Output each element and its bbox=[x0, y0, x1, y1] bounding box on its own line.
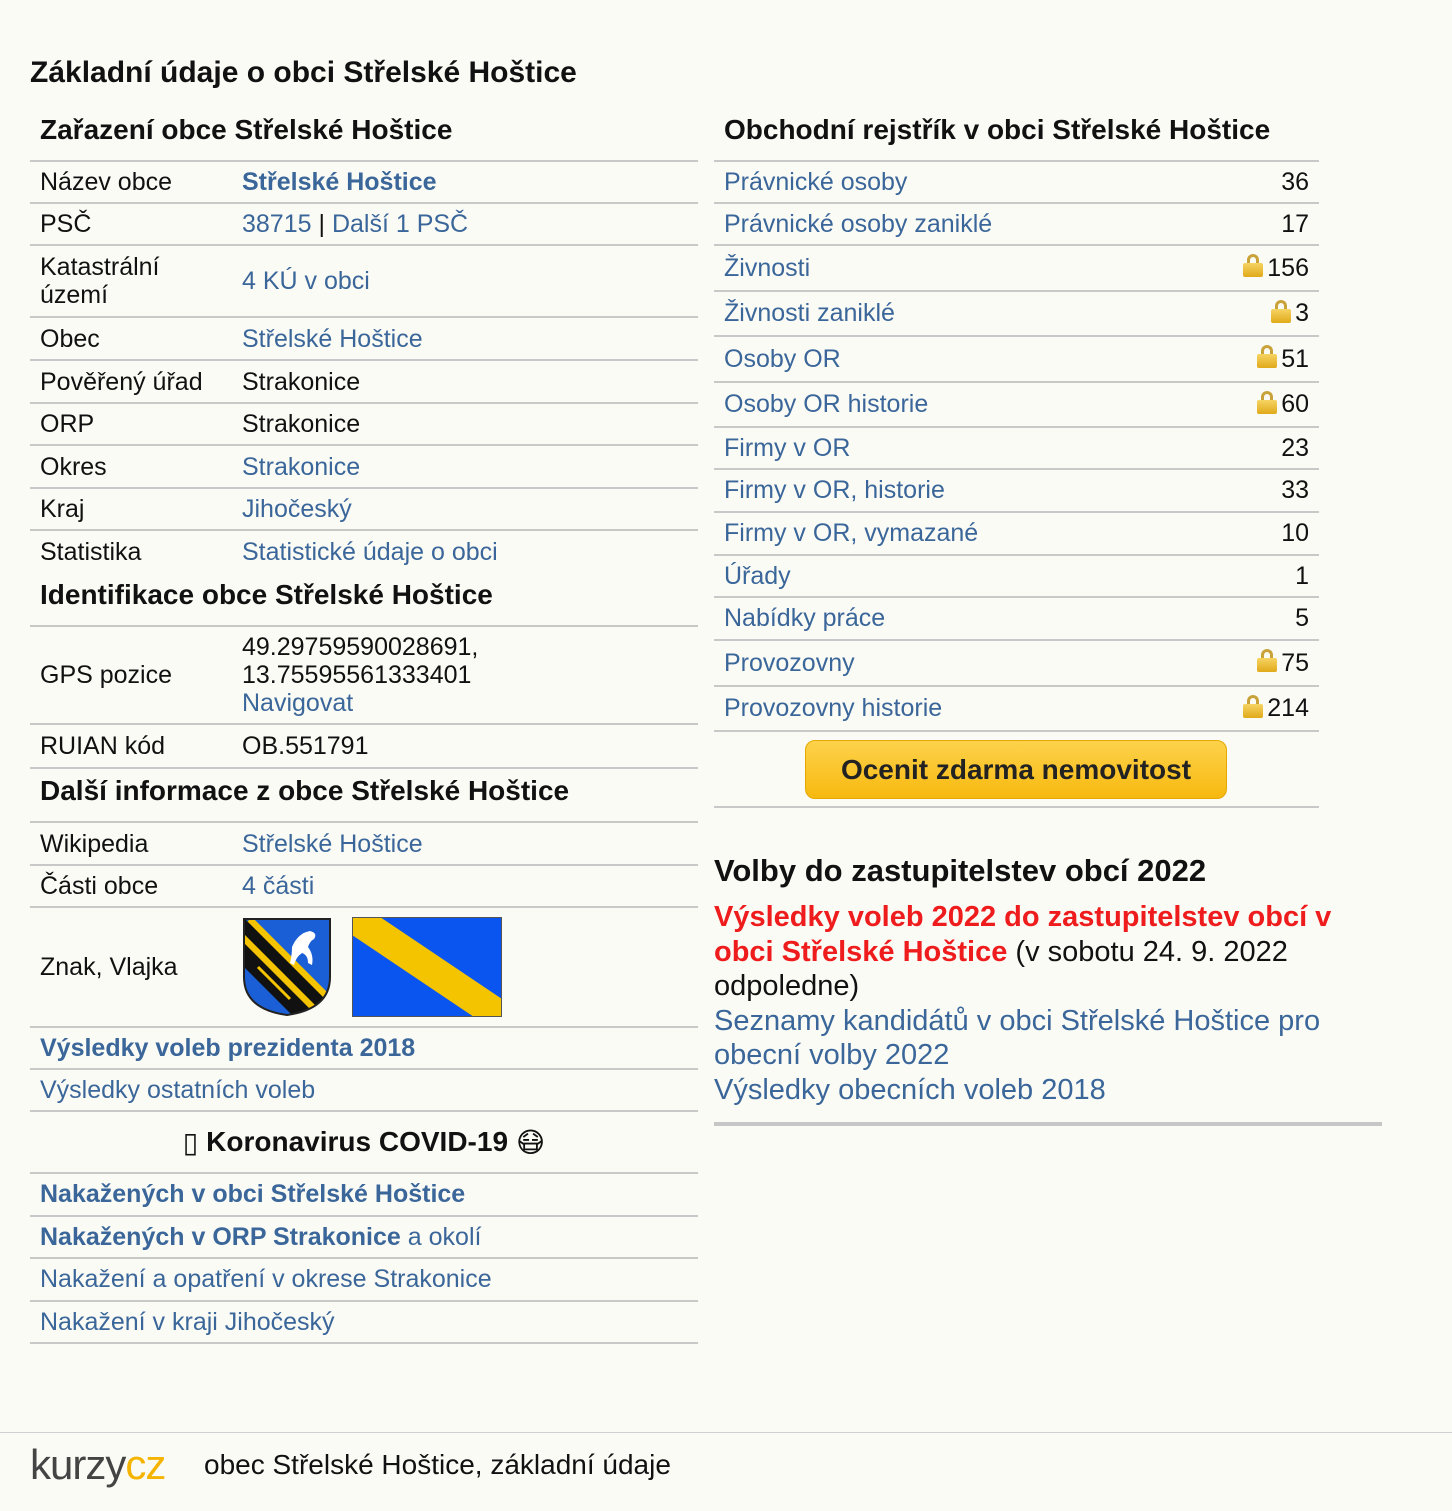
dalsi-heading: Další informace z obce Střelské Hoštice bbox=[30, 767, 698, 823]
ocenit-nemovitost-button[interactable]: Ocenit zdarma nemovitost bbox=[805, 740, 1227, 799]
volby-prezident-link[interactable]: Výsledky voleb prezidenta 2018 bbox=[40, 1033, 416, 1062]
rejstrik-count: 1 bbox=[1295, 561, 1309, 590]
lock-icon[interactable] bbox=[1243, 254, 1263, 276]
lock-icon[interactable] bbox=[1257, 649, 1277, 671]
rejstrik-link[interactable]: Právnické osoby bbox=[724, 167, 908, 196]
rejstrik-count: 51 bbox=[1281, 344, 1309, 373]
ku-link[interactable]: 4 KÚ v obci bbox=[242, 267, 370, 295]
rejstrik-heading: Obchodní rejstřík v obci Střelské Hoštice bbox=[714, 108, 1319, 162]
rejstrik-row bbox=[714, 470, 1319, 513]
mask-face-icon: 😷 bbox=[516, 1126, 546, 1158]
kurzy-logo[interactable] bbox=[30, 1441, 165, 1489]
volby-heading: Volby do zastupitelstev obcí 2022 bbox=[714, 853, 1207, 888]
rejstrik-link[interactable]: Živnosti zaniklé bbox=[724, 299, 895, 327]
volby-2018-link[interactable]: Výsledky obecních voleb 2018 bbox=[714, 1073, 1106, 1106]
row-ruian bbox=[30, 725, 698, 767]
rejstrik-link[interactable]: Právnické osoby zaniklé bbox=[724, 209, 993, 238]
rejstrik-count-cell bbox=[1243, 694, 1309, 723]
logo-part2: cz bbox=[125, 1441, 166, 1488]
row-label: Statistika bbox=[40, 538, 142, 566]
row-okres bbox=[30, 446, 698, 489]
row-volby-ostatni bbox=[30, 1070, 698, 1112]
covid-prefix-glyph: ▯ bbox=[182, 1126, 199, 1158]
rejstrik-count-cell bbox=[1257, 649, 1309, 678]
lock-icon[interactable] bbox=[1257, 345, 1277, 367]
rejstrik-row bbox=[714, 687, 1319, 732]
wikipedia-link[interactable]: Střelské Hoštice bbox=[242, 829, 423, 858]
covid-okres-link[interactable]: Nakažení a opatření v okrese Strakonice bbox=[40, 1265, 492, 1293]
kraj-link[interactable]: Jihočeský bbox=[242, 495, 352, 523]
rejstrik-count-cell bbox=[1281, 434, 1309, 463]
row-label: Části obce bbox=[40, 872, 159, 900]
volby-body bbox=[714, 900, 1374, 1107]
right-column bbox=[714, 108, 1319, 808]
rejstrik-row bbox=[714, 246, 1319, 292]
rejstrik-count-cell bbox=[1281, 168, 1309, 197]
rejstrik-count-cell bbox=[1295, 562, 1309, 591]
row-covid-orp bbox=[30, 1217, 698, 1259]
rejstrik-row bbox=[714, 292, 1319, 337]
gps-lon: 13.75595561333401 bbox=[242, 661, 472, 689]
row-covid-okres bbox=[30, 1259, 698, 1302]
row-label: PSČ bbox=[40, 210, 92, 238]
zarazeni-heading: Zařazení obce Střelské Hoštice bbox=[30, 108, 698, 162]
row-psc bbox=[30, 204, 698, 246]
rejstrik-count: 75 bbox=[1281, 648, 1309, 677]
rejstrik-link[interactable]: Osoby OR bbox=[724, 344, 841, 373]
covid-title: Koronavirus COVID-19 bbox=[206, 1126, 509, 1157]
row-obec bbox=[30, 318, 698, 361]
rejstrik-count: 214 bbox=[1267, 694, 1309, 722]
rejstrik-count: 60 bbox=[1281, 390, 1309, 418]
casti-link[interactable]: 4 části bbox=[242, 872, 315, 900]
flag-image[interactable] bbox=[352, 917, 502, 1017]
rejstrik-count-cell bbox=[1281, 519, 1309, 548]
covid-orp-link[interactable]: Nakažených v ORP Strakonice bbox=[40, 1222, 401, 1251]
row-label: Znak, Vlajka bbox=[40, 953, 178, 981]
left-column bbox=[30, 108, 698, 1344]
row-znak-vlajka bbox=[30, 908, 698, 1028]
row-povereny-urad bbox=[30, 361, 698, 404]
divider bbox=[714, 1122, 1382, 1126]
volby-2022-note: (v sobotu 24. 9. 2022 odpoledne) bbox=[714, 935, 1288, 1002]
kandidati-link[interactable]: Seznamy kandidátů v obci Střelské Hoštice pro obecní volby 2022 bbox=[714, 1004, 1321, 1071]
rejstrik-row bbox=[714, 513, 1319, 556]
lock-icon[interactable] bbox=[1271, 300, 1291, 322]
rejstrik-link[interactable]: Provozovny bbox=[724, 648, 855, 677]
row-label: Obec bbox=[40, 324, 100, 353]
volby-ostatni-link[interactable]: Výsledky ostatních voleb bbox=[40, 1075, 316, 1104]
row-label: Název obce bbox=[40, 168, 173, 196]
footer bbox=[0, 1432, 1452, 1511]
rejstrik-count: 17 bbox=[1281, 209, 1309, 238]
rejstrik-row bbox=[714, 428, 1319, 470]
row-volby-prezident bbox=[30, 1028, 698, 1070]
row-casti-obce bbox=[30, 866, 698, 908]
rejstrik-row bbox=[714, 162, 1319, 204]
rejstrik-link[interactable]: Firmy v OR, vymazané bbox=[724, 519, 979, 547]
footer-text: obec Střelské Hoštice, základní údaje bbox=[204, 1449, 671, 1480]
rejstrik-count: 156 bbox=[1267, 253, 1309, 282]
row-covid-kraj bbox=[30, 1302, 698, 1344]
rejstrik-count: 36 bbox=[1281, 167, 1309, 196]
rejstrik-link[interactable]: Firmy v OR, historie bbox=[724, 476, 945, 504]
rejstrik-row bbox=[714, 204, 1319, 246]
row-label: Pověřený úřad bbox=[40, 367, 203, 396]
rejstrik-link[interactable]: Osoby OR historie bbox=[724, 390, 929, 418]
rejstrik-list bbox=[714, 162, 1319, 732]
lock-icon[interactable] bbox=[1257, 391, 1277, 413]
rejstrik-count-cell bbox=[1295, 604, 1309, 633]
row-label: ORP bbox=[40, 410, 95, 438]
row-label: Wikipedia bbox=[40, 829, 149, 858]
rejstrik-row bbox=[714, 598, 1319, 641]
rejstrik-count-cell bbox=[1281, 476, 1309, 505]
row-kraj bbox=[30, 489, 698, 531]
row-label: RUIAN kód bbox=[40, 732, 166, 760]
rejstrik-row bbox=[714, 383, 1319, 428]
row-wikipedia bbox=[30, 823, 698, 866]
rejstrik-count-cell bbox=[1281, 210, 1309, 239]
rejstrik-count: 33 bbox=[1281, 476, 1309, 504]
row-statistika bbox=[30, 531, 698, 573]
rejstrik-row bbox=[714, 556, 1319, 598]
row-label: Okres bbox=[40, 452, 107, 481]
covid-obec-link[interactable]: Nakažených v obci Střelské Hoštice bbox=[40, 1180, 466, 1208]
rejstrik-count: 5 bbox=[1295, 604, 1309, 632]
navigovat-link[interactable]: Navigovat bbox=[242, 689, 354, 717]
obec-link[interactable]: Střelské Hoštice bbox=[242, 324, 423, 353]
row-label: Kraj bbox=[40, 495, 85, 523]
row-value: Strakonice bbox=[242, 410, 361, 438]
rejstrik-count-cell bbox=[1257, 345, 1309, 374]
gps-lat: 49.29759590028691, bbox=[242, 633, 479, 661]
ruian-value: OB.551791 bbox=[242, 732, 369, 760]
rejstrik-count: 23 bbox=[1281, 433, 1309, 462]
rejstrik-count-cell bbox=[1243, 254, 1309, 283]
covid-heading bbox=[30, 1112, 698, 1174]
psc-link[interactable]: 38715 bbox=[242, 210, 312, 238]
covid-kraj-link[interactable]: Nakažení v kraji Jihočeský bbox=[40, 1307, 335, 1336]
rejstrik-link[interactable]: Živnosti bbox=[724, 253, 811, 282]
row-gps bbox=[30, 627, 698, 725]
rejstrik-count-cell bbox=[1257, 390, 1309, 419]
page-title: Základní údaje o obci Střelské Hoštice bbox=[30, 56, 577, 89]
rejstrik-row bbox=[714, 337, 1319, 383]
statistika-link[interactable]: Statistické údaje o obci bbox=[242, 538, 498, 566]
rejstrik-count-cell bbox=[1271, 299, 1309, 328]
row-label: Katastrální území bbox=[40, 253, 160, 309]
rejstrik-count: 3 bbox=[1295, 299, 1309, 327]
volby-2022-results-link[interactable]: Výsledky voleb 2022 do zastupitelstev obcí v obci Střelské Hoštice bbox=[714, 901, 1332, 968]
button-wrap bbox=[714, 732, 1319, 808]
psc-separator: | bbox=[318, 210, 325, 238]
rejstrik-link[interactable]: Úřady bbox=[724, 561, 791, 590]
rejstrik-link[interactable]: Nabídky práce bbox=[724, 604, 886, 632]
dalsi-psc-link[interactable]: Další 1 PSČ bbox=[331, 210, 469, 238]
coat-of-arms-image[interactable] bbox=[242, 917, 332, 1017]
lock-icon[interactable] bbox=[1243, 695, 1263, 717]
rejstrik-row bbox=[714, 641, 1319, 687]
row-label: GPS pozice bbox=[40, 661, 173, 689]
logo-part1: kurzy bbox=[30, 1441, 126, 1488]
row-orp bbox=[30, 404, 698, 446]
row-nazev-obce bbox=[30, 162, 698, 204]
okres-link[interactable]: Strakonice bbox=[242, 452, 361, 481]
covid-orp-okoli-link[interactable]: a okolí bbox=[407, 1222, 482, 1251]
rejstrik-link[interactable]: Provozovny historie bbox=[724, 694, 943, 722]
row-value: Strakonice bbox=[242, 367, 361, 396]
row-covid-obec bbox=[30, 1174, 698, 1217]
identifikace-heading: Identifikace obce Střelské Hoštice bbox=[30, 573, 698, 627]
rejstrik-link[interactable]: Firmy v OR bbox=[724, 433, 851, 462]
obec-name-link[interactable]: Střelské Hoštice bbox=[242, 168, 437, 196]
rejstrik-count: 10 bbox=[1281, 519, 1309, 547]
row-katastralni-uzemi bbox=[30, 246, 698, 318]
